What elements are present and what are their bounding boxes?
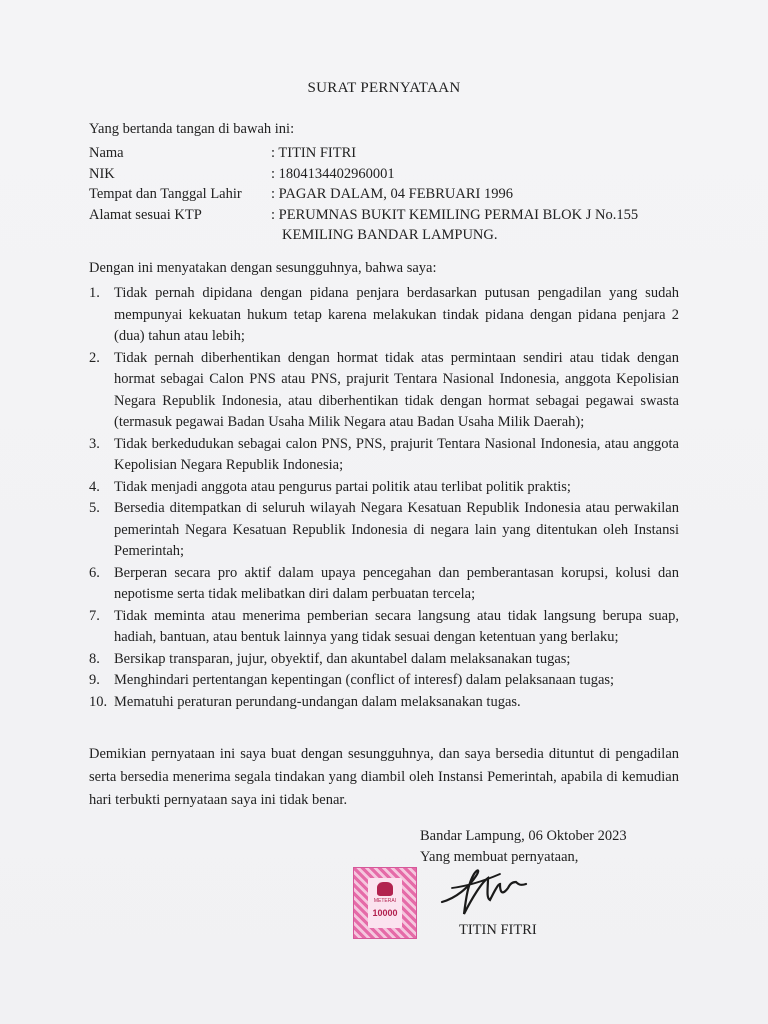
list-item	[89, 348, 679, 434]
list-item	[89, 477, 679, 499]
field-label: Alamat sesuai KTP	[89, 206, 202, 223]
item-text: Tidak berkedudukan sebagai calon PNS, PNS, prajurit Tentara Nasional Indonesia, atau anggota Kepolisian Negara Republik Indonesia;	[114, 435, 679, 473]
item-text: Tidak pernah dipidana dengan pidana penjara berdasarkan putusan pengadilan yang sudah mempunyai kekuatan hukum tetap karena melakukan tindak pidana dengan pidana penjara 2 (dua) tahun atau lebih;	[114, 285, 679, 344]
item-number: 10.	[89, 693, 108, 710]
field-value: : 1804134402960001	[271, 165, 395, 182]
field-value: : PAGAR DALAM, 04 FEBRUARI 1996	[271, 186, 513, 202]
item-number: 7.	[89, 607, 100, 624]
stamp-label: METERAI	[373, 898, 397, 904]
item-text: Berperan secara pro aktif dalam upaya pencegahan dan pemberantasan korupsi, kolusi dan nepotisme serta tidak melibatkan diri dalam perbuatan tercela;	[114, 564, 679, 602]
list-item	[89, 283, 679, 348]
item-text: Menghindari pertentangan kepentingan (conflict of interesf) dalam pelaksanaan tugas;	[114, 672, 615, 688]
list-item	[89, 434, 679, 477]
item-number: 4.	[89, 478, 100, 495]
stamp-panel	[368, 878, 402, 928]
item-number: 1.	[89, 285, 100, 301]
duty-stamp	[353, 867, 417, 939]
garuda-emblem-icon	[377, 882, 393, 896]
item-number: 8.	[89, 650, 100, 667]
item-number: 9.	[89, 672, 100, 688]
item-text: Tidak menjadi anggota atau pengurus partai politik atau terlibat politik praktis;	[114, 478, 571, 495]
closing-paragraph: Demikian pernyataan ini saya buat dengan sesungguhnya, dan saya bersedia dituntut di pengadilan serta bersedia menerima segala tindakan yang diambil oleh Instansi Pemerintah, apabila di kemudian hari terbukti pernyataan saya ini tidak benar.	[89, 746, 679, 808]
field-value: : PERUMNAS BUKIT KEMILING PERMAI BLOK J No.155	[271, 206, 639, 223]
statement-lead: Dengan ini menyatakan dengan sesungguhnya, bahwa saya:	[89, 260, 437, 276]
document-title: SURAT PERNYATAAN	[307, 80, 461, 96]
item-text: Tidak pernah diberhentikan dengan hormat tidak atas permintaan sendiri atau tidak dengan hormat sebagai Calon PNS atau PNS, prajurit Tentara Nasional Indonesia, anggota Kepolisian Negara Republik Indonesia, atau diberhentikan tidak dengan hormat sebagai pegawai swasta (termasuk pegawai Badan Usaha Milik Negara atau Badan Usaha Milik Daerah);	[114, 349, 679, 430]
field-label: Tempat dan Tanggal Lahir	[89, 186, 242, 202]
list-item	[89, 606, 679, 649]
item-number: 5.	[89, 500, 100, 516]
intro-text: Yang bertanda tangan di bawah ini:	[89, 121, 295, 137]
list-item	[89, 670, 679, 692]
signer-role: Yang membuat pernyataan,	[420, 849, 579, 865]
field-value: : TITIN FITRI	[271, 145, 357, 161]
list-item	[89, 563, 679, 606]
item-number: 3.	[89, 435, 100, 452]
place-date: Bandar Lampung, 06 Oktober 2023	[420, 828, 627, 844]
stamp-value: 10000	[372, 908, 398, 918]
item-text: Bersedia ditempatkan di seluruh wilayah Negara Kesatuan Republik Indonesia atau perwakilan pemerintah Negara Kesatuan Republik Indonesia di negara lain yang ditentukan oleh Instansi Pemerintah;	[114, 500, 679, 559]
list-item	[89, 649, 679, 671]
item-number: 6.	[89, 564, 100, 581]
field-label: NIK	[89, 165, 115, 182]
item-text: Tidak meminta atau menerima pemberian secara langsung atau tidak langsung berupa suap, hadiah, bantuan, atau bentuk lainnya yang tidak sesuai dengan ketentuan yang berlaku;	[114, 607, 679, 645]
field-value-continuation: KEMILING BANDAR LAMPUNG.	[282, 227, 498, 243]
list-item	[89, 692, 679, 714]
field-label: Nama	[89, 145, 124, 161]
signer-name: TITIN FITRI	[459, 922, 537, 938]
item-text: Mematuhi peraturan perundang-undangan dalam melaksanakan tugas.	[114, 693, 521, 710]
item-number: 2.	[89, 349, 100, 366]
list-item	[89, 498, 679, 563]
handwritten-signature-icon	[438, 858, 548, 928]
statement-list	[89, 283, 679, 713]
item-text: Bersikap transparan, jujur, obyektif, dan akuntabel dalam melaksanakan tugas;	[114, 650, 571, 667]
